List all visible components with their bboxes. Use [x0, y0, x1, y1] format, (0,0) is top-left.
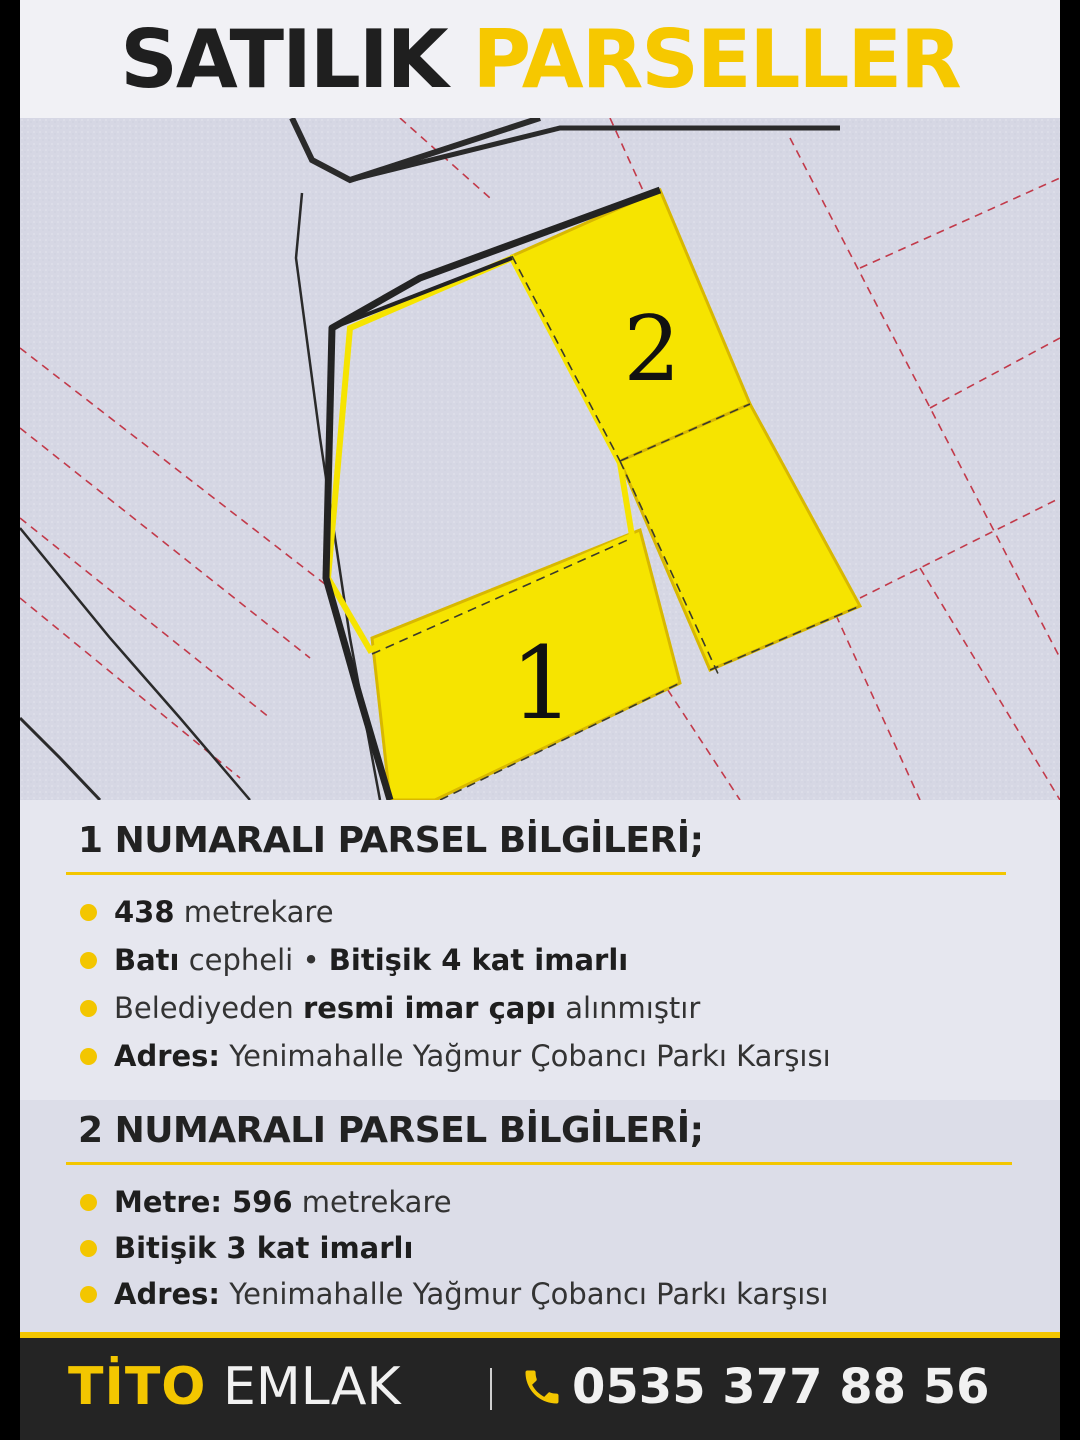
- address-label: Adres:: [114, 1039, 221, 1073]
- list-item: [78, 988, 831, 1036]
- brand-name: TİTO: [68, 1357, 207, 1417]
- list-item: [78, 1036, 831, 1084]
- parcel-1-divider: [66, 872, 1006, 875]
- poster: [20, 0, 1060, 1440]
- permit-value: resmi imar çapı: [302, 991, 557, 1025]
- bullet-icon: [80, 1286, 97, 1303]
- parcel-1-list: [78, 892, 831, 1084]
- bullet-icon: [80, 1048, 97, 1065]
- phone-link[interactable]: [520, 1356, 990, 1418]
- parcel-2-divider: [66, 1162, 1012, 1165]
- title-word-1: SATILIK: [120, 13, 447, 106]
- list-item: [78, 1228, 828, 1274]
- parcel-1-info: [20, 800, 1060, 1100]
- parcel-label-1: 1: [510, 625, 574, 742]
- parcel-1-heading: 1 NUMARALI PARSEL BİLGİLERİ;: [78, 820, 704, 861]
- address-value: Yenimahalle Yağmur Çobancı Parkı karşısı: [220, 1277, 829, 1311]
- parcel-2-list: [78, 1182, 828, 1320]
- facing-value: Batı: [114, 943, 180, 977]
- area-unit: metrekare: [174, 895, 334, 929]
- bullet-icon: [80, 1000, 97, 1017]
- permit-post: alınmıştır: [556, 991, 701, 1025]
- bullet-icon: [80, 952, 97, 969]
- zoning-value: Bitişik 4 kat imarlı: [328, 943, 629, 977]
- zoning-value: Bitişik 3 kat imarlı: [114, 1231, 414, 1265]
- bullet-icon: [80, 904, 97, 921]
- parcel-2-info: [20, 1100, 1060, 1332]
- phone-icon: [520, 1365, 564, 1409]
- footer-bar: [20, 1332, 1060, 1440]
- title-word-2: PARSELLER: [472, 13, 960, 106]
- list-item: [78, 1274, 828, 1320]
- facing-text: cepheli •: [179, 943, 329, 977]
- parcel-2-heading: 2 NUMARALI PARSEL BİLGİLERİ;: [78, 1110, 704, 1151]
- area-value: 438: [114, 895, 175, 929]
- footer-separator: [490, 1368, 492, 1410]
- address-value: Yenimahalle Yağmur Çobancı Parkı Karşısı: [220, 1039, 831, 1073]
- list-item: [78, 892, 831, 940]
- list-item: [78, 940, 831, 988]
- brand-suffix: EMLAK: [206, 1357, 401, 1417]
- address-label: Adres:: [114, 1277, 221, 1311]
- area-value: Metre: 596: [114, 1185, 293, 1219]
- area-unit: metrekare: [292, 1185, 452, 1219]
- permit-pre: Belediyeden: [114, 991, 303, 1025]
- bullet-icon: [80, 1194, 97, 1211]
- bullet-icon: [80, 1240, 97, 1257]
- list-item: [78, 1182, 828, 1228]
- phone-number: 0535 377 88 56: [572, 1359, 990, 1415]
- parcel-label-2: 2: [623, 297, 681, 402]
- parcel-map: [20, 118, 1060, 800]
- page-title: [20, 0, 1060, 106]
- brand-logo: [68, 1356, 401, 1418]
- parcel-map-drawing: [20, 118, 1060, 800]
- title-bar: [20, 0, 1060, 118]
